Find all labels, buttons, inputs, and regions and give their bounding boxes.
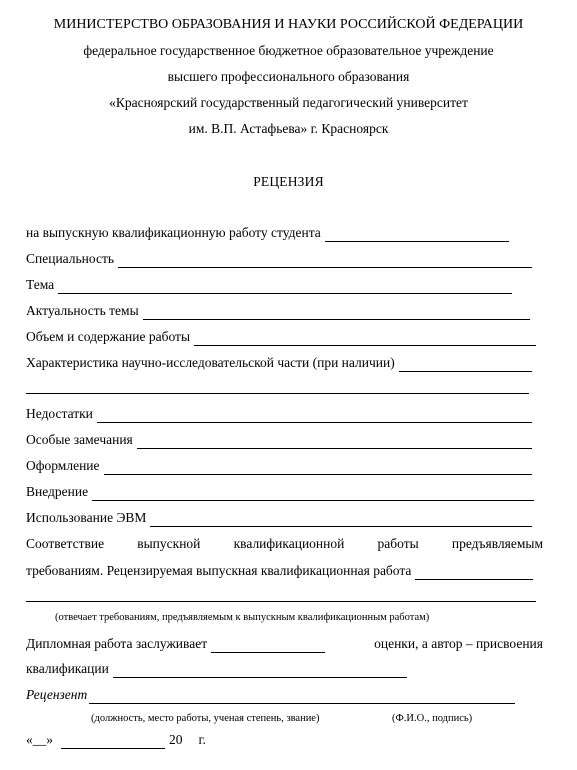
date-year-suffix: г.: [198, 732, 206, 747]
compliance-word: предъявляемым: [451, 536, 543, 551]
relevance-field: [26, 302, 530, 320]
document-title: РЕЦЕНЗИЯ: [253, 174, 324, 189]
reviewer-note-position: (должность, место работы, ученая степень, звание): [91, 713, 320, 724]
student-field: [26, 224, 509, 242]
volume-field: [26, 328, 536, 346]
computer-use-label: Использование ЭВМ: [26, 510, 147, 525]
date-day: «__»: [26, 732, 53, 747]
date-year: 20: [169, 732, 183, 747]
compliance-label: требованиям. Рецензируемая выпускная квалификационная работа: [26, 563, 412, 578]
shortcomings-blank[interactable]: [97, 408, 532, 423]
qualification-label: квалификации: [26, 661, 109, 676]
remarks-blank[interactable]: [137, 434, 532, 449]
reviewer-note-name: (Ф.И.О., подпись): [392, 713, 473, 724]
university-name-cont: им. В.П. Астафьева» г. Красноярск: [188, 121, 389, 136]
reviewer-blank[interactable]: [89, 689, 515, 704]
grade-field: [26, 635, 543, 653]
relevance-blank[interactable]: [143, 305, 530, 320]
reviewer-field: [26, 686, 515, 704]
compliance-word: Соответствие: [26, 536, 105, 551]
volume-blank[interactable]: [194, 331, 536, 346]
grade-label-2: оценки, а автор – присвоения: [374, 636, 543, 651]
university-name: «Красноярский государственный педагогический университет: [109, 95, 468, 110]
qualification-field: [26, 660, 407, 678]
computer-use-field: [26, 509, 532, 527]
specialty-field: [26, 250, 532, 268]
remarks-field: [26, 431, 532, 449]
formatting-field: [26, 457, 532, 475]
specialty-label: Специальность: [26, 251, 115, 266]
topic-field: [26, 276, 512, 294]
implementation-label: Внедрение: [26, 484, 89, 499]
research-label: Характеристика научно-исследовательской части (при наличии): [26, 355, 395, 370]
compliance-word: выпускной: [137, 536, 201, 551]
student-blank[interactable]: [325, 227, 509, 242]
shortcomings-field: [26, 405, 532, 423]
date-month-blank[interactable]: [61, 734, 165, 749]
shortcomings-label: Недостатки: [26, 406, 93, 421]
compliance-word: квалификационной: [233, 536, 345, 551]
grade-blank[interactable]: [211, 638, 325, 653]
education-level: высшего профессионального образования: [167, 69, 410, 84]
research-blank-cont[interactable]: [26, 393, 529, 394]
grade-label-1: Дипломная работа заслуживает: [26, 636, 208, 651]
volume-label: Объем и содержание работы: [26, 329, 191, 344]
implementation-blank[interactable]: [92, 486, 534, 501]
compliance-note: (отвечает требованиям, предъявляемым к выпускным квалификационным работам): [55, 612, 430, 623]
institution-type: федеральное государственное бюджетное образовательное учреждение: [83, 43, 494, 58]
specialty-blank[interactable]: [118, 253, 532, 268]
compliance-line-1: [26, 535, 543, 553]
student-label: на выпускную квалификационную работу студента: [26, 225, 321, 240]
compliance-word: работы: [377, 536, 419, 551]
date-field: [26, 731, 256, 749]
reviewer-label: Рецензент: [26, 687, 88, 702]
computer-use-blank[interactable]: [150, 512, 532, 527]
qualification-blank[interactable]: [113, 663, 407, 678]
ministry-title: МИНИСТЕРСТВО ОБРАЗОВАНИЯ И НАУКИ РОССИЙСКОЙ ФЕДЕРАЦИИ: [53, 17, 524, 32]
compliance-blank-cont[interactable]: [26, 601, 536, 602]
research-blank[interactable]: [399, 357, 532, 372]
topic-label: Тема: [26, 277, 55, 292]
compliance-field: [26, 562, 533, 580]
implementation-field: [26, 483, 534, 501]
formatting-blank[interactable]: [104, 460, 532, 475]
relevance-label: Актуальность темы: [26, 303, 139, 318]
topic-blank[interactable]: [58, 279, 512, 294]
formatting-label: Оформление: [26, 458, 100, 473]
research-field: [26, 354, 532, 372]
compliance-blank[interactable]: [415, 565, 533, 580]
remarks-label: Особые замечания: [26, 432, 133, 447]
